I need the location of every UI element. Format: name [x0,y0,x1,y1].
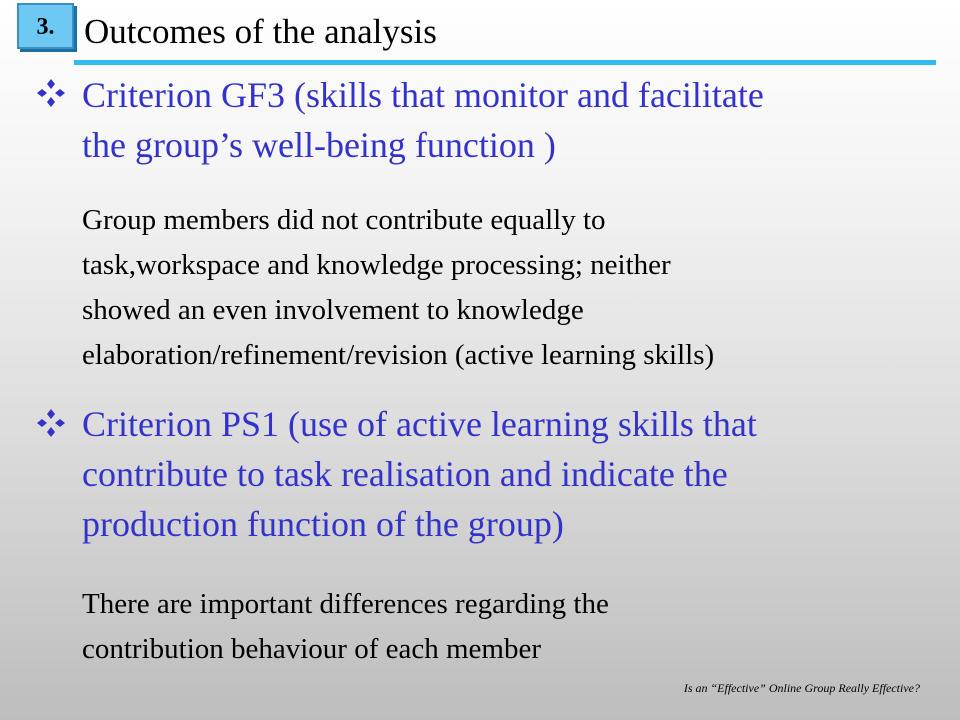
section-2-body-line: There are important differences regarding the [82,588,609,620]
slide-number-box [17,3,74,49]
section-1-body [82,198,932,378]
section-1-heading-line-2: the group’s well-being function ) [82,125,556,165]
section-2-heading-line-3: production function of the group) [82,504,564,544]
section-2-body [82,582,932,672]
diamond-bullet-icon [36,78,66,108]
section-1-body-line: task,workspace and knowledge processing; neither [82,249,671,281]
section-1-heading [82,70,942,170]
section-1-body-line: Group members did not contribute equally to [82,204,606,236]
title-underline [74,60,936,65]
section-1-heading-line-1: Criterion GF3 (skills that monitor and facilitate [82,75,764,115]
footer-caption: Is an “Effective” Online Group Really Effective? [683,681,920,695]
section-2-body-line: contribution behaviour of each member [82,633,542,665]
page-title: Outcomes of the analysis [84,12,437,51]
section-2-heading-line-2: contribute to task realisation and indicate the [82,454,728,494]
section-1-body-line: showed an even involvement to knowledge [82,294,584,326]
section-2-heading-line-1: Criterion PS1 (use of active learning skills that [82,404,757,444]
section-1-body-line: elaboration/refinement/revision (active learning skills) [82,339,715,371]
section-2-heading [82,399,942,549]
slide-number: 3. [36,14,55,40]
diamond-bullet-icon [36,408,66,438]
